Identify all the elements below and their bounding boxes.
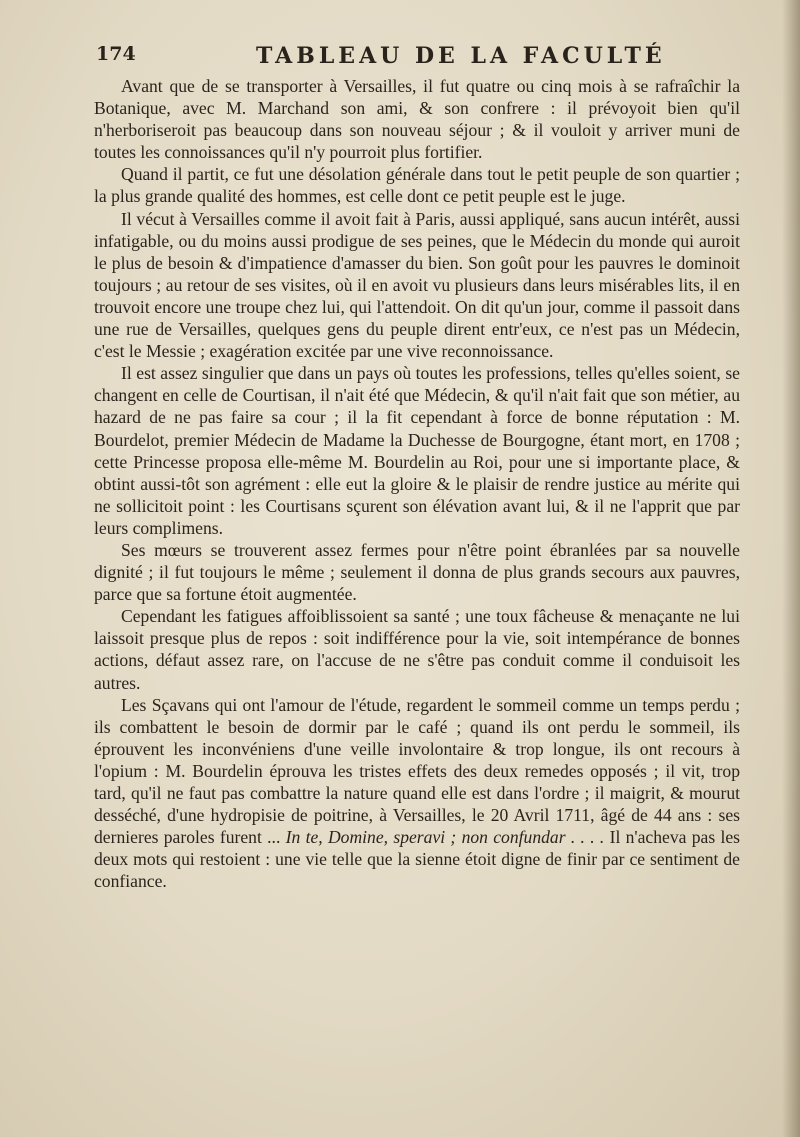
paragraph-2: Quand il partit, ce fut une désolation générale dans tout le petit peuple de son quartier ; la plus grande qualité des hommes, est celle dont ce petit peuple est le juge. (94, 164, 740, 207)
paragraph-3: Il vécut à Versailles comme il avoit fait à Paris, aussi appliqué, sans aucun intérêt, aussi infatigable, ou du moins aussi prodigue de ses peines, que le Médecin du monde qui auroit le plus de besoin & d'impatience d'amasser du bien. Son goût pour les pauvres le dominoit toujours ; au retour de ses visites, où il en avoit vu plusieurs dans leurs misérables lits, il en trouvoit encore une troupe chez lui, qui l'attendoit. On dit qu'un jour, comme il passoit dans une rue de Versailles, quelques gens du peuple dirent entr'eux, ce n'est pas un Médecin, c'est le Messie ; exagération excitée par une vive reconnoissance. (94, 208, 740, 362)
paragraph-7 (94, 694, 740, 893)
page-number: 174 (96, 43, 136, 65)
running-title: TABLEAU DE LA FACULTÉ (256, 43, 666, 69)
paragraph-7-text: Les Sçavans qui ont l'amour de l'étude, regardent le sommeil comme un temps perdu ; ils combattent le besoin de dormir par le café ; quand ils ont perdu le sommeil, ils éprouvent les inconvéniens d'une veille involontaire & trop longue, ils ont recours à l'opium : M. Bourdelin éprouva les tristes effets des deux remedes opposés ; il vit, trop tard, qu'il ne faut pas combattre la nature quand elle est dans l'ordre ; il maigrit, & mourut desséché, d'une hydropisie de poitrine, à Versailles, le 20 Avril 1711, âgé de 44 ans : ses dernieres paroles furent ... (94, 694, 740, 848)
paragraph-1: Avant que de se transporter à Versailles, il fut quatre ou cinq mois à se rafraîchir la Botanique, avec M. Marchand son ami, & son confrere : il prévoyoit bien qu'il n'herboriseroit pas beaucoup dans son nouveau séjour ; & il vouloit y arriver muni de toutes les connoissances qu'il n'y pourroit plus fortifier. (94, 76, 740, 163)
paragraph-4: Il est assez singulier que dans un pays où toutes les professions, telles qu'elles soient, se changent en celle de Courtisan, il n'ait été que Médecin, & qu'il n'ait fait que son métier, au hazard de ne pas faire sa cour ; il la fit cependant à force de bonne réputation : M. Bourdelot, premier Médecin de Madame la Duchesse de Bourgogne, étant mort, en 1708 ; cette Princesse proposa elle-même M. Bourdelin au Roi, pour une si importante place, & obtint aussi-tôt son agrément : elle eut la gloire & le plaisir de rendre justice au mérite qui ne sollicitoit point : les Courtisans sçurent son élévation avant lui, & il ne l'apprit que par leurs complimens. (94, 363, 740, 538)
latin-quote: In te, Domine, speravi ; non confundar . . . . (285, 827, 605, 848)
paragraph-6: Cependant les fatigues affoiblissoient sa santé ; une toux fâcheuse & menaçante ne lui laissoit presque plus de repos : soit indifférence pour la vie, soit intempérance de bonnes actions, défaut assez rare, on l'accuse de ne s'être pas conduit comme il conduisoit les autres. (94, 606, 740, 693)
paragraph-5: Ses mœurs se trouverent assez fermes pour n'être point ébranlées par sa nouvelle dignité ; il fut toujours le même ; seulement il donna de plus grands secours aux pauvres, parce que sa fortune étoit augmentée. (94, 539, 740, 605)
page-header (96, 43, 736, 73)
page-edge-shadow (782, 0, 800, 1137)
closing-text: Il n'acheva pas les deux mots qui restoient : une vie telle que la sienne étoit digne de finir par ce sentiment de confiance. (94, 827, 740, 892)
body-text (94, 75, 740, 892)
